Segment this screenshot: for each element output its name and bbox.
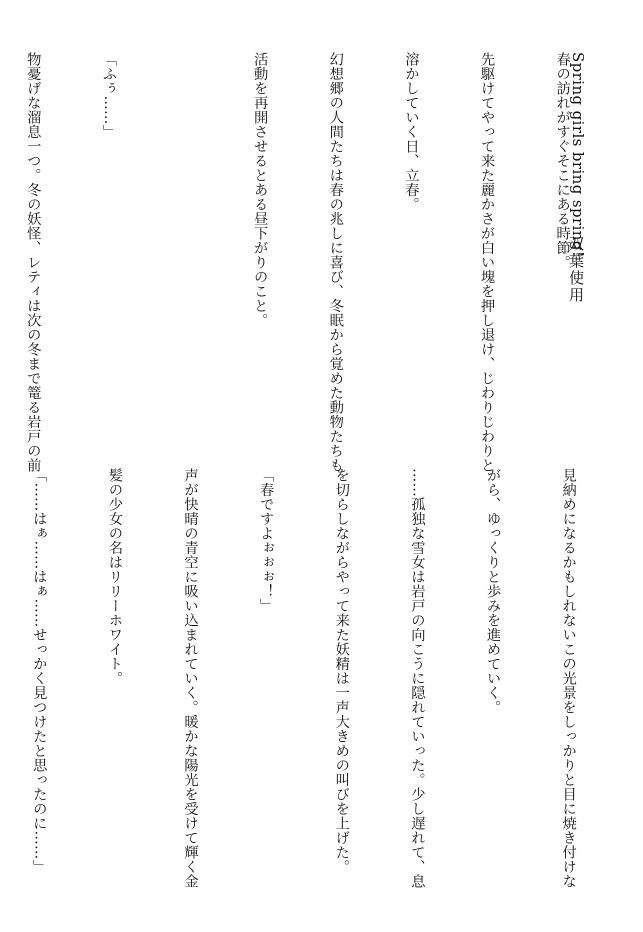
text-line: 物憂げな溜息一つ。冬の妖怪、レティは次の冬まで篭る岩戸の前: [25, 52, 42, 473]
text-line: [171, 52, 196, 432]
text-line: ……孤独な雪女は岩戸の向こうに隠れていった。少し遅れて、息: [409, 468, 426, 889]
text-line: を切らしながらやって来た妖精は一声大きめの叫びを上げた。: [333, 468, 350, 874]
text-line: 幻想郷の人間たちは春の兆しに喜び、冬眠から覚めた動物たちも: [327, 52, 344, 473]
story-author: 双葉使用: [567, 236, 585, 304]
text-line: 見納めになるかもしれないこの光景をしっかりと目に焼き付けな: [560, 468, 577, 889]
text-line: 春の訪れがすぐそこにある時節。: [554, 52, 571, 270]
text-line: 「ふぅ……」: [100, 52, 117, 139]
text-line: 「……はぁ……はぁ……せっかく見つけたと思ったのに……」: [31, 468, 48, 874]
text-line: 「春ですよぉぉぉ！」: [258, 468, 275, 613]
bottom-text-block: [0, 468, 631, 889]
text-line: 声が快晴の青空に吸い込まれていく。暖かな陽光を受けて輝く金: [182, 468, 199, 889]
story-title: Spring girls bring spring!: [569, 52, 587, 258]
text-line: 先駆けてやって来た麗かさが白い塊を押し退け、じわりじわりと: [478, 52, 495, 473]
text-line: 活動を再開させるとある昼下がりのこと。: [252, 52, 269, 328]
text-line: 髪の少女の名はリリーホワイト。: [106, 468, 123, 686]
text-line: がら、ゆっくりと歩みを進めていく。: [484, 468, 501, 715]
text-line: 溶かしていく日、立春。: [403, 52, 420, 212]
top-text-block: [0, 52, 625, 473]
